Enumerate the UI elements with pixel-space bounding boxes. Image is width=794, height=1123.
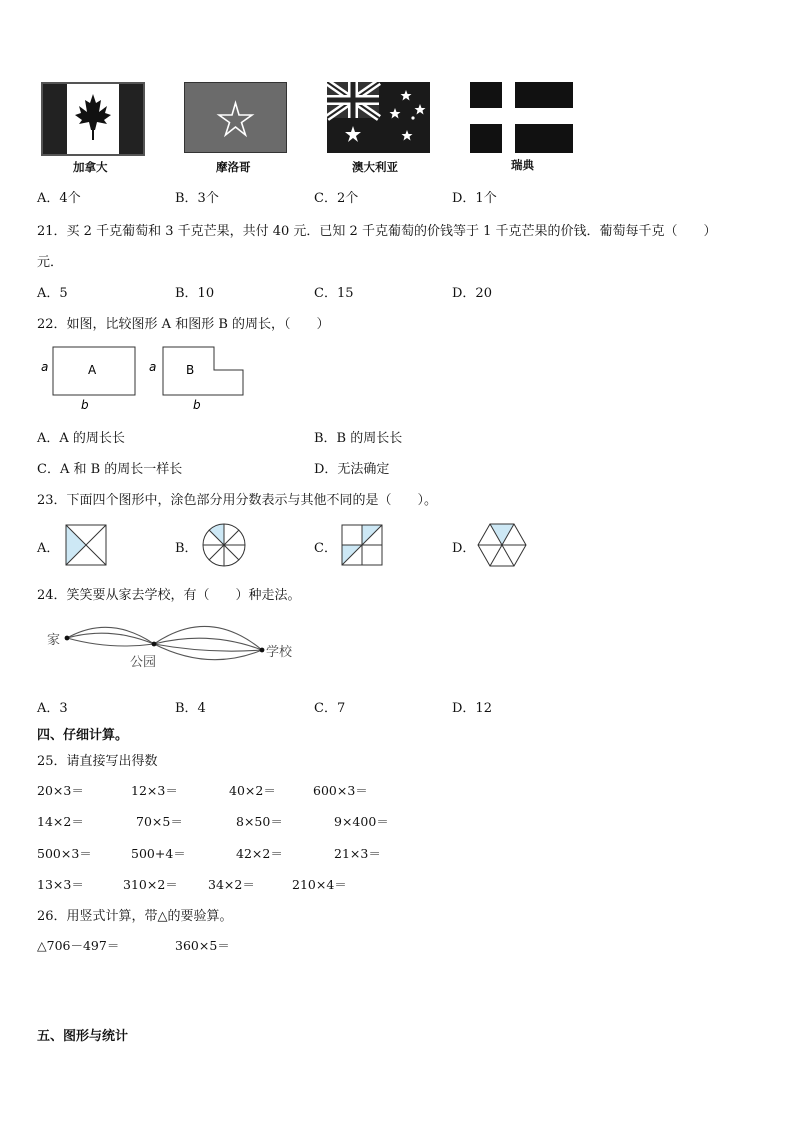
q25-r3-c4: 21×3＝ (334, 846, 381, 861)
section-4-heading: 四、仔细计算。 (37, 728, 129, 743)
q24-option-a[interactable]: A．3 (37, 701, 68, 716)
q26-text: 26．用竖式计算，带△的要验算。 (37, 909, 233, 924)
q25-r1-c2: 12×3＝ (131, 783, 178, 798)
q22-option-d[interactable]: D．无法确定 (314, 462, 390, 477)
q20-option-c[interactable]: C．2个 (314, 191, 359, 206)
q25-r1-c3: 40×2＝ (229, 783, 276, 798)
shape-b-side-b: b (193, 398, 201, 412)
q25-r4-c2: 310×2＝ (123, 877, 178, 892)
q23-figure-d (476, 522, 528, 572)
q23-figure-a (64, 523, 108, 571)
q25-r3-c1: 500×3＝ (37, 846, 92, 861)
q25-r1-c4: 600×3＝ (313, 783, 368, 798)
q25-r3-c3: 42×2＝ (236, 846, 283, 861)
q23-option-c[interactable]: C． (314, 541, 337, 556)
q22-option-b[interactable]: B．B 的周长长 (314, 431, 403, 446)
q21-option-b[interactable]: B．10 (175, 286, 215, 301)
q21-option-c[interactable]: C．15 (314, 286, 354, 301)
park-label: 公园 (130, 655, 157, 670)
q22-option-a[interactable]: A．A 的周长长 (37, 431, 125, 446)
q26-item-2: 360×5＝ (175, 938, 230, 953)
q20-option-b[interactable]: B．3个 (175, 191, 219, 206)
q25-r2-c4: 9×400＝ (334, 814, 389, 829)
q23-option-a[interactable]: A． (37, 541, 60, 556)
flag-australia-caption: 澳大利亚 (352, 160, 398, 174)
flag-canada (41, 82, 145, 160)
flag-australia (327, 82, 430, 157)
q21-text-cont: 元． (37, 255, 64, 270)
q23-figure-b (201, 522, 247, 572)
shape-a-label: A (88, 363, 97, 377)
shape-b-side-a: a (149, 360, 157, 374)
q22-text: 22．如图，比较图形 A 和图形 B 的周长，（ ） (37, 317, 330, 332)
q25-text: 25．请直接写出得数 (37, 754, 158, 769)
q21-option-a[interactable]: A．5 (37, 286, 68, 301)
shape-a-side-a: a (41, 360, 49, 374)
shape-b-label: B (186, 363, 195, 377)
shape-a-side-b: b (81, 398, 89, 412)
q25-r2-c2: 70×5＝ (136, 814, 183, 829)
q22-figure (36, 343, 251, 417)
q24-option-b[interactable]: B．4 (175, 701, 206, 716)
q25-r4-c1: 13×3＝ (37, 877, 84, 892)
q25-r3-c2: 500+4＝ (131, 846, 186, 861)
q23-figure-c (340, 523, 384, 571)
flag-morocco-caption: 摩洛哥 (216, 160, 251, 174)
school-label: 学校 (266, 645, 293, 660)
q20-option-a[interactable]: A．4个 (37, 191, 81, 206)
q23-option-d[interactable]: D． (452, 541, 476, 556)
shape-b (163, 347, 243, 395)
q21-text: 21．买 2 千克葡萄和 3 千克芒果，共付 40 元．已知 2 千克葡萄的价钱等于 1 千克芒果的价钱．葡萄每千克（ ） (37, 224, 717, 239)
q25-r2-c1: 14×2＝ (37, 814, 84, 829)
q25-r4-c4: 210×4＝ (292, 877, 347, 892)
q21-option-d[interactable]: D．20 (452, 286, 492, 301)
q23-text: 23．下面四个图形中，涂色部分用分数表示与其他不同的是（ ）。 (37, 493, 438, 508)
q24-figure (44, 620, 304, 680)
q23-option-b[interactable]: B． (175, 541, 198, 556)
q26-item-1: △706－497＝ (37, 938, 120, 953)
flag-sweden-caption: 瑞典 (511, 158, 534, 172)
q20-option-d[interactable]: D．1个 (452, 191, 497, 206)
q24-option-d[interactable]: D．12 (452, 701, 492, 716)
flag-sweden (470, 82, 573, 157)
q22-option-c[interactable]: C．A 和 B 的周长一样长 (37, 462, 183, 477)
q25-r2-c3: 8×50＝ (236, 814, 283, 829)
q25-r1-c1: 20×3＝ (37, 783, 84, 798)
home-label: 家 (47, 633, 61, 648)
q24-text: 24．笑笑要从家去学校，有（ ）种走法。 (37, 588, 301, 603)
q24-option-c[interactable]: C．7 (314, 701, 346, 716)
section-5-heading: 五、图形与统计 (37, 1029, 129, 1044)
flag-morocco (184, 82, 287, 157)
q25-r4-c3: 34×2＝ (208, 877, 255, 892)
flag-canada-caption: 加拿大 (73, 160, 108, 174)
